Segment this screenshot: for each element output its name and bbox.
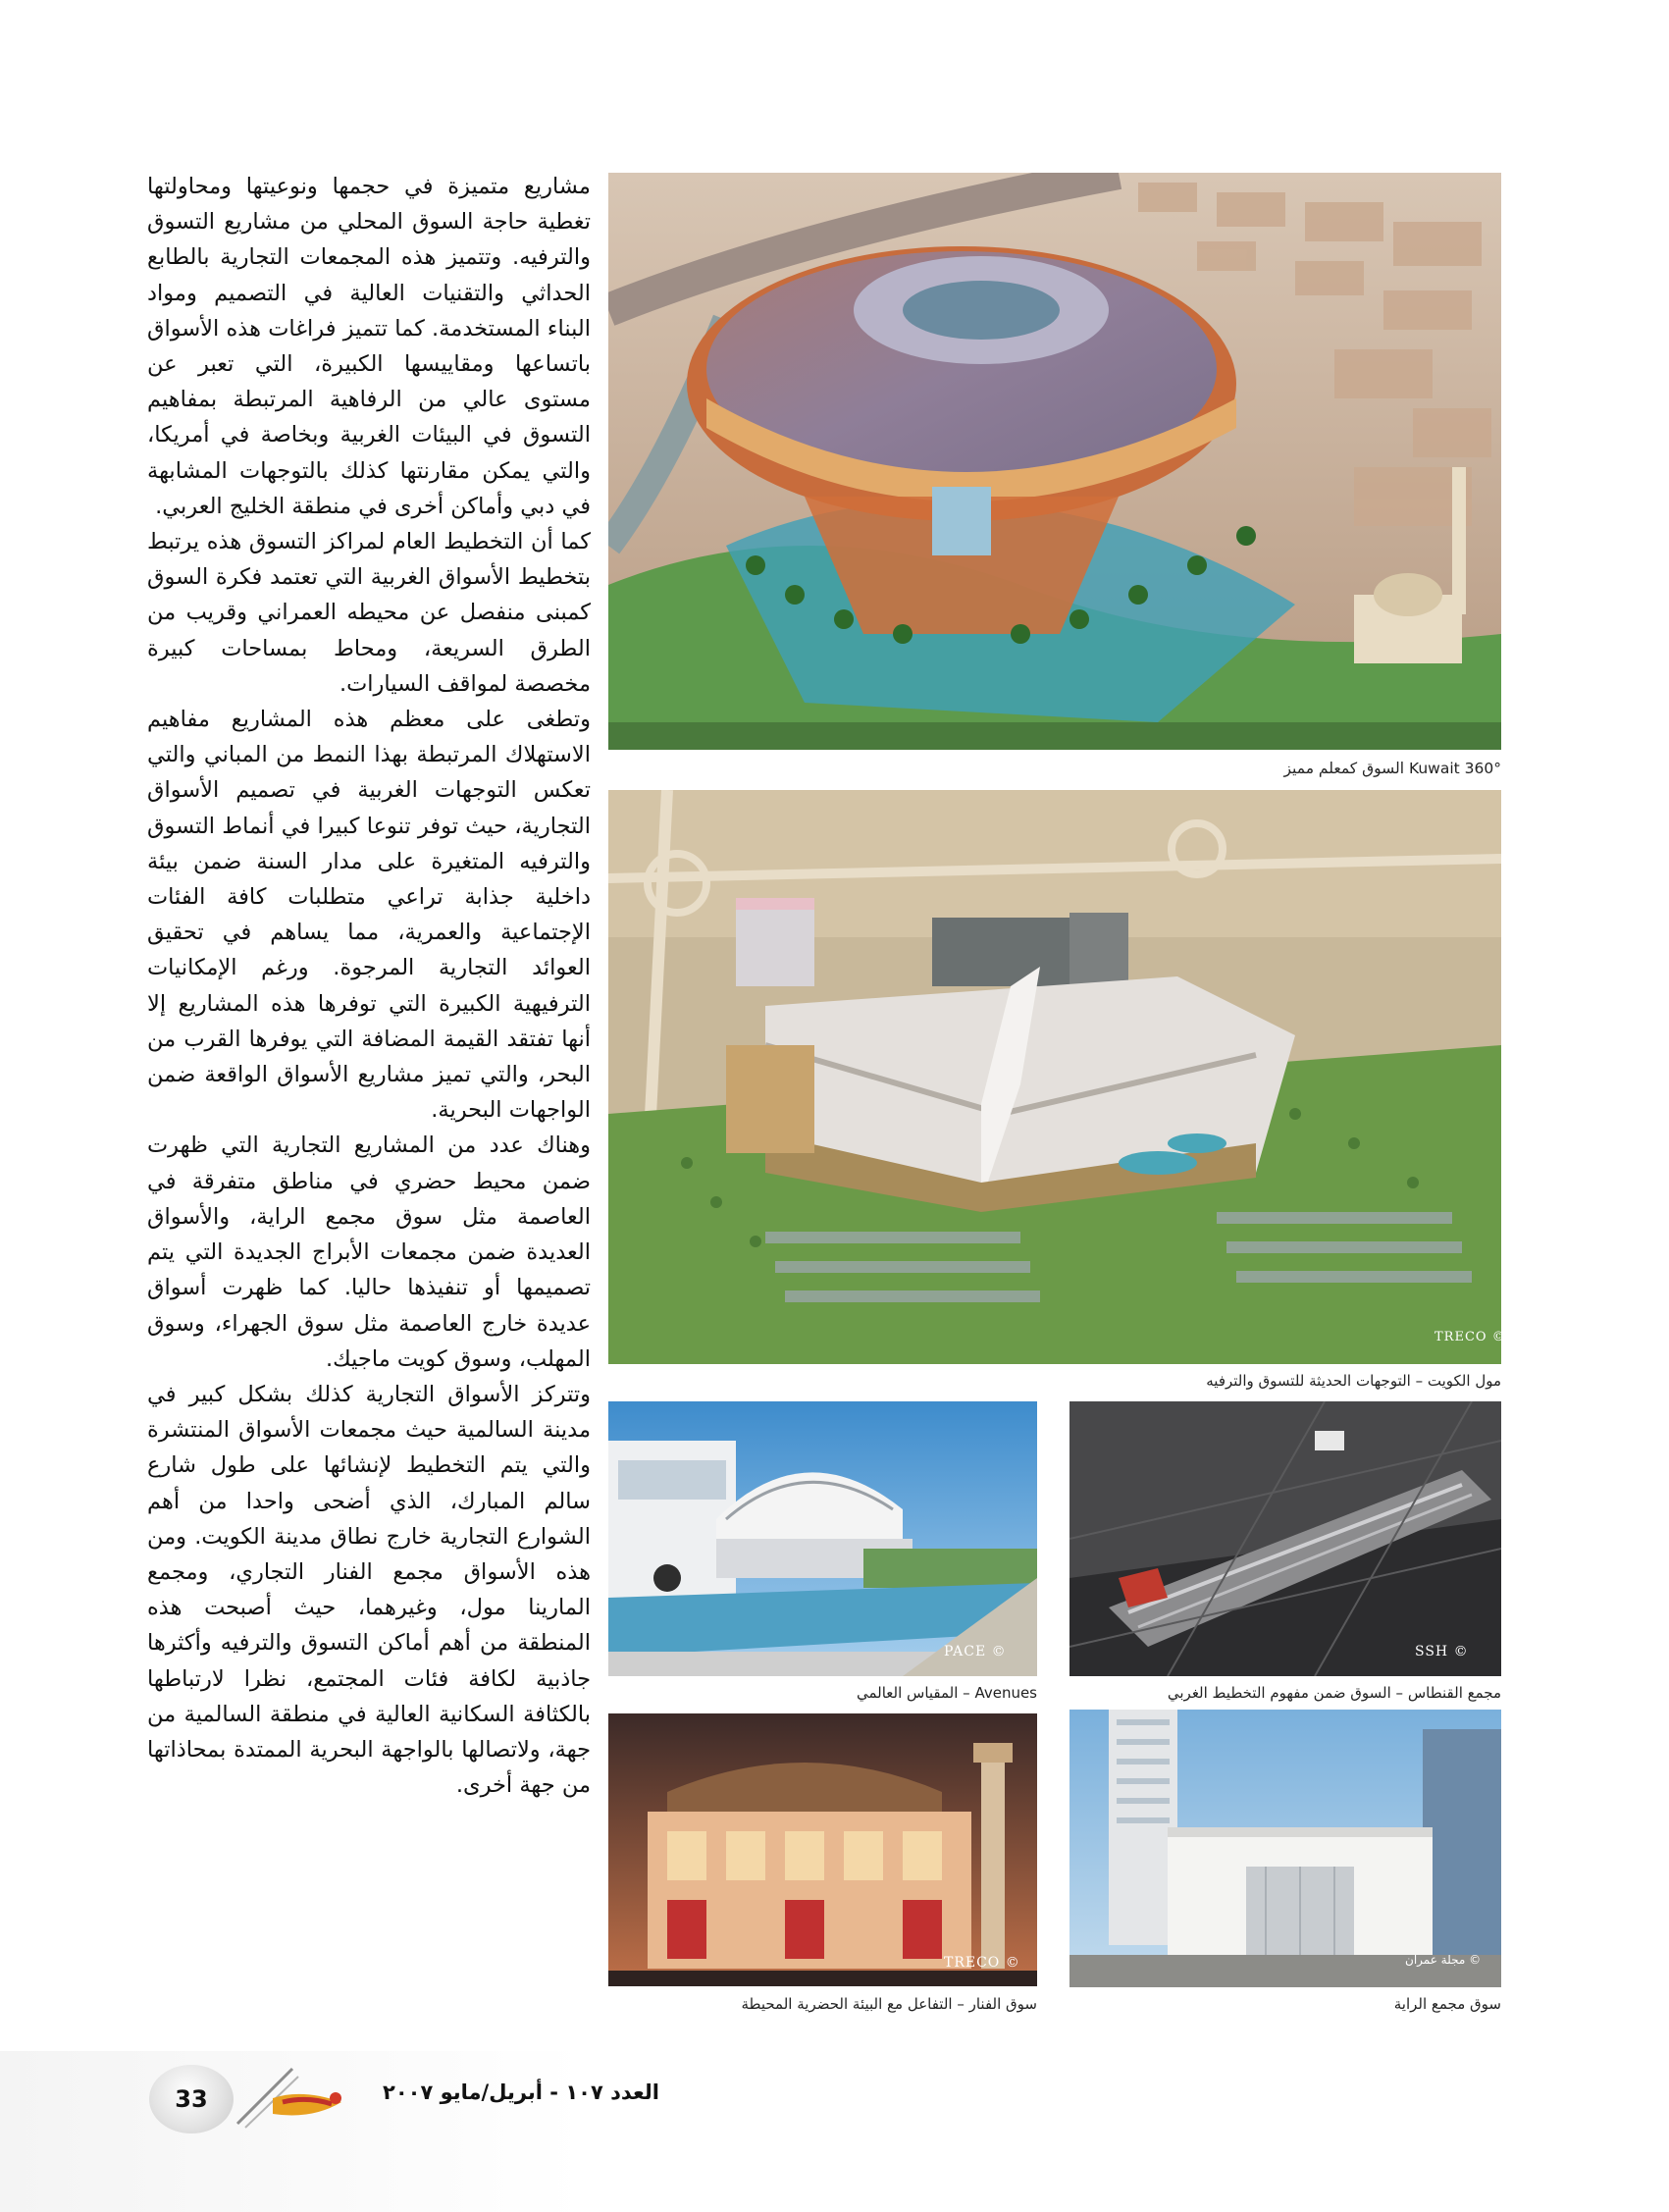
mall-of-kuwait-caption: مول الكويت – التوجهات الحديثة للتسوق والترفيه: [1206, 1372, 1501, 1390]
fanar-credit: © TRECO: [944, 1955, 1020, 1971]
mall-of-kuwait-aerial-image: [608, 790, 1501, 1364]
qanat-caption: مجمع القنطاس – السوق ضمن مفهوم التخطيط الغربي: [1167, 1684, 1501, 1702]
qanat-credit: © SSH: [1415, 1644, 1469, 1659]
avenues-credit: © PACE: [944, 1644, 1007, 1659]
magazine-logo: [234, 2059, 351, 2135]
kuwait360-rendering-image: [608, 173, 1501, 750]
article-paragraph: كما أن التخطيط العام لمراكز التسوق هذه يرتبط بتخطيط الأسواق الغربية التي تعتمد فكرة السوق كمبنى منفصل عن محيطه العمراني وقريب من الطرق السريعة، ومحاط بمساحات كبيرة مخصصة لمواقف السيارات.: [147, 529, 591, 697]
page-number-badge: [149, 2065, 234, 2133]
article-paragraph: مشاريع متميزة في حجمها ونوعيتها ومحاولتها تغطية حاجة السوق المحلي من مشاريع التسوق والترفيه. وتتميز هذه المجمعات التجارية بالطابع الحداثي والتقنيات العالية في التصميم ومواد البناء المستخدمة. كما تتميز فراغات هذه الأسواق باتساعها ومقاييسها الكبيرة، التي تعبر عن مستوى عالي من الرفاهية المرتبطة بمفاهيم التسوق في البيئات الغربية وبخاصة في أمريكا، والتي يمكن مقارنتها كذلك بالتوجهات المشابهة في دبي وأماكن أخرى في منطقة الخليج العربي.: [147, 174, 591, 519]
kuwait360-caption: 360° Kuwait السوق كمعلم مميز: [1283, 760, 1501, 777]
issue-date-line: العدد ١٠٧ - أبريل/مايو ٢٠٠٧: [383, 2080, 659, 2104]
article-text-column: [147, 169, 591, 1803]
fanar-mall-night-image: [608, 1713, 1037, 1986]
article-paragraph: وتطغى على معظم هذه المشاريع مفاهيم الاستهلاك المرتبطة بهذا النمط من المباني والتي تعكس التوجهات الغربية في تصميم الأسواق التجارية، حيث توفر تنوعا كبيرا في أنماط التسوق والترفيه المتغيرة على مدار السنة ضمن بيئة داخلية جذابة تراعي متطلبات كافة الفئات الإجتماعية والعمرية، مما يساهم في تحقيق العوائد التجارية المرجوة. ورغم الإمكانيات الترفيهية الكبيرة التي توفرها هذه المشاريع إلا أنها تفتقد القيمة المضافة التي يوفرها القرب من البحر، والتي تميز مشاريع الأسواق الواقعة ضمن الواجهات البحرية.: [147, 707, 591, 1124]
avenues-caption: Avenues – المقياس العالمي: [856, 1684, 1037, 1702]
raya-complex-image: [1069, 1710, 1501, 1987]
page-number: 33: [175, 2085, 208, 2113]
mall-of-kuwait-credit: © TRECO: [1434, 1330, 1506, 1344]
article-paragraph: وتتركز الأسواق التجارية كذلك بشكل كبير في مدينة السالمية حيث مجمعات الأسواق المنتشرة والتي يتم التخطيط لإنشائها على طول شارع سالم المبارك، الذي أضحى واحدا من أهم الشوارع التجارية خارج نطاق مدينة الكويت. ومن هذه الأسواق مجمع الفنار التجاري، ومجمع المارينا مول، وغيرهما، حيث أصبحت هذه المنطقة من أهم أماكن التسوق والترفيه وأكثرها جاذبية لكافة فئات المجتمع، نظرا لارتباطها بالكثافة السكانية العالية في منطقة السالمية من جهة، ولاتصالها بالواجهة البحرية الممتدة بمحاذاتها من جهة أخرى.: [147, 1381, 591, 1799]
fanar-caption: سوق الفنار – التفاعل مع البيئة الحضرية المحيطة: [741, 1995, 1037, 2013]
raya-caption: سوق مجمع الراية: [1393, 1995, 1501, 2013]
avenues-image: [608, 1401, 1037, 1676]
qanat-model-image: [1069, 1401, 1501, 1676]
raya-credit: © مجلة عمران: [1405, 1953, 1482, 1967]
article-paragraph: وهناك عدد من المشاريع التجارية التي ظهرت ضمن محيط حضري في مناطق متفرقة في العاصمة مثل سوق مجمع الراية، والأسواق العديدة ضمن مجمعات الأبراج الجديدة التي يتم تصميمها أو تنفيذها حاليا. كما ظهرت أسواق عديدة خارج العاصمة مثل سوق الجهراء، وسوق المهلب، وسوق كويت ماجيك.: [147, 1132, 591, 1372]
